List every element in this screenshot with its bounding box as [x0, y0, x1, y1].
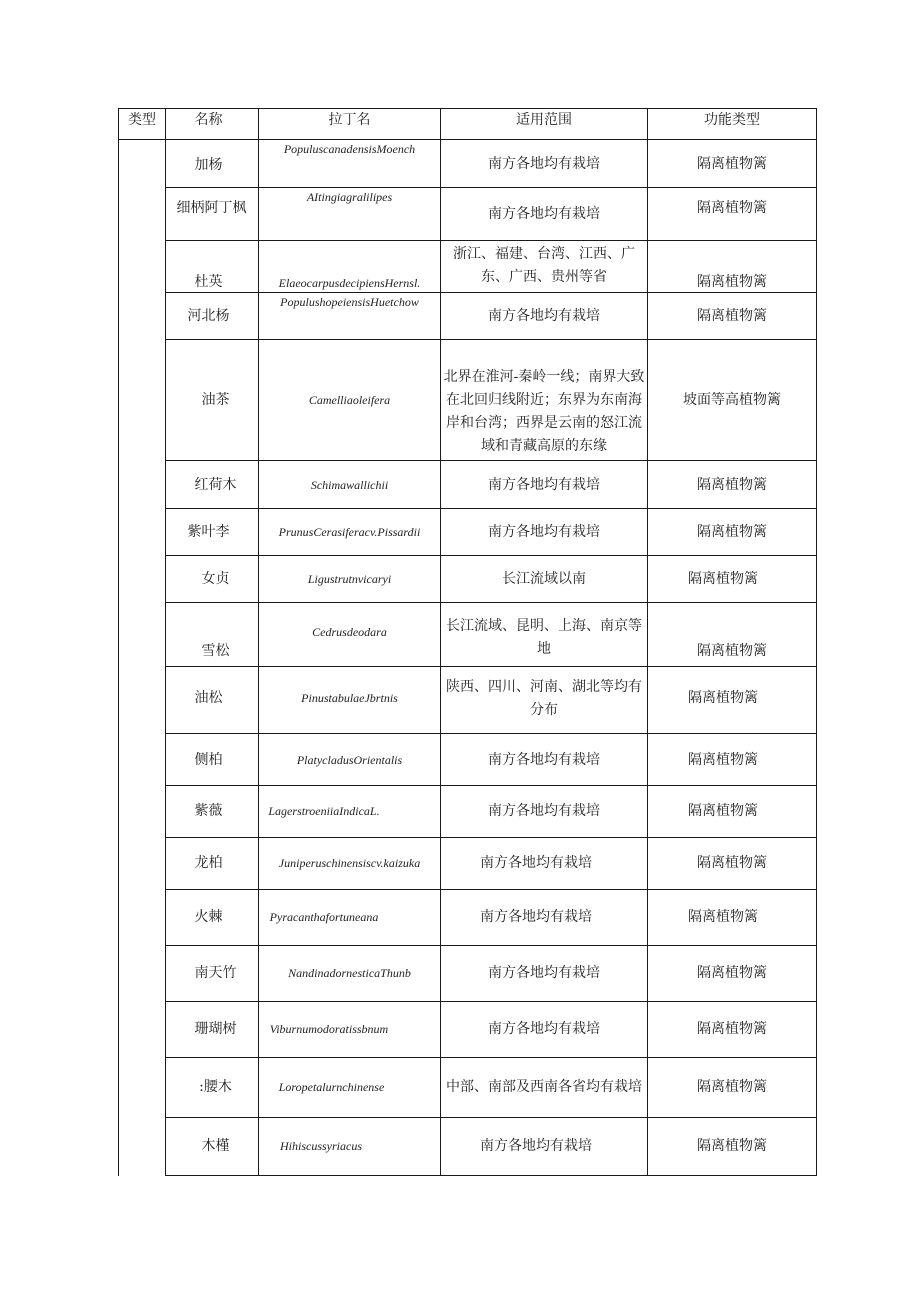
plant-name: 紫薇 [194, 802, 223, 819]
row-divider [165, 1117, 817, 1118]
table-border-left [118, 108, 119, 1176]
row-divider [165, 1057, 817, 1058]
plant-name: 河北杨 [187, 307, 230, 324]
function-type: 隔离植物篱 [697, 964, 767, 981]
latin-name: Cedrusdeodara [312, 624, 387, 639]
range-text: 陕西、四川、河南、湖北等均有分布 [446, 679, 642, 718]
function-type: 隔离植物篱 [697, 476, 767, 493]
range-text: 浙江、福建、台湾、江西、广东、广西、贵州等省 [453, 246, 635, 285]
latin-name: Viburnumodoratissbnum [269, 1021, 389, 1036]
function-type: 隔离植物篱 [697, 523, 767, 540]
range-text: 南方各地均有栽培 [488, 476, 600, 493]
latin-name: LagerstroeniiaIndicaL. [268, 803, 380, 818]
plant-name: 油茶 [201, 391, 230, 408]
plant-name: 紫叶李 [187, 523, 230, 540]
range-text: 北界在淮河-秦岭一线；南界大致在北回归线附近；东界为东南海岸和台湾；西界是云南的怒江流域和青藏高原的东缘 [443, 369, 645, 454]
function-type: 隔离植物篱 [697, 273, 767, 290]
header-divider [118, 139, 817, 140]
plant-name: 加杨 [194, 156, 223, 173]
range-text: 南方各地均有栽培 [488, 964, 600, 981]
plant-name: 油松 [194, 689, 223, 706]
function-type: 隔离植物篱 [697, 199, 767, 216]
function-type: 坡面等高植物篱 [683, 391, 781, 408]
row-divider [165, 1001, 817, 1002]
row-divider [165, 508, 817, 509]
latin-name: PrunusCerasiferacv.Pissardii [278, 524, 421, 539]
plant-name: 杜英 [194, 273, 223, 290]
latin-name: AItingiagralilipes [306, 189, 393, 204]
range-text: 南方各地均有栽培 [480, 1137, 592, 1154]
plant-name: 木槿 [201, 1137, 230, 1154]
plant-name: :腰木 [199, 1078, 232, 1095]
table-border-right [816, 108, 817, 1176]
range-text: 南方各地均有栽培 [480, 908, 592, 925]
plant-name: 南天竹 [194, 964, 237, 981]
header-type: 类型 [128, 112, 156, 128]
plant-name: 女贞 [201, 570, 230, 587]
range-text: 长江流域、昆明、上海、南京等地 [446, 618, 642, 657]
function-type: 隔离植物篱 [697, 307, 767, 324]
plant-name: 侧柏 [194, 751, 223, 768]
row-divider [165, 889, 817, 890]
row-divider [165, 837, 817, 838]
range-text: 南方各地均有栽培 [488, 307, 600, 324]
latin-name: Hihiscussyriacus [280, 1138, 362, 1153]
header-function: 功能类型 [704, 112, 760, 128]
header-range: 适用范围 [516, 112, 572, 128]
header-name: 名称 [194, 112, 223, 128]
function-type: 隔离植物篱 [697, 642, 767, 659]
latin-name: PopulushopeiensisHuetchow [280, 294, 419, 309]
header-latin-name: 拉丁名 [328, 112, 371, 128]
latin-name: PinustabulaeJbrtnis [301, 690, 398, 705]
latin-name: Ligustrutnvicaryi [307, 571, 392, 586]
function-type: 隔离植物篱 [697, 1078, 767, 1095]
latin-name: Loropetalurnchinense [278, 1079, 385, 1094]
row-divider [165, 785, 817, 786]
range-text: 南方各地均有栽培 [488, 751, 600, 768]
function-type: 隔离植物篱 [688, 908, 758, 925]
row-divider [165, 666, 817, 667]
latin-name: Pyracanthafortuneana [269, 909, 379, 924]
plant-name: 雪松 [201, 642, 230, 659]
row-divider [165, 555, 817, 556]
range-text: 南方各地均有栽培 [488, 1020, 600, 1037]
range-text: 南方各地均有栽培 [488, 155, 600, 172]
latin-name: ElaeocarpusdecipiensHernsl. [278, 275, 421, 290]
range-text: 中部、南部及西南各省均有栽培 [446, 1078, 642, 1095]
function-type: 隔离植物篱 [697, 1020, 767, 1037]
row-divider [165, 339, 817, 340]
function-type: 隔离植物篱 [697, 155, 767, 172]
plant-name: 细柄阿丁枫 [176, 199, 247, 216]
latin-name: Schimawallichii [310, 477, 389, 492]
function-type: 隔离植物篱 [688, 751, 758, 768]
function-type: 隔离植物篱 [688, 689, 758, 706]
row-divider [165, 945, 817, 946]
plant-name: 火棘 [194, 908, 223, 925]
latin-name: NandinadornesticaThunb [288, 965, 411, 980]
range-text: 南方各地均有栽培 [488, 802, 600, 819]
latin-name: PlatycladusOrientalis [296, 752, 403, 767]
range-text: 南方各地均有栽培 [488, 523, 600, 540]
function-type: 隔离植物篱 [697, 1137, 767, 1154]
function-type: 隔离植物篱 [688, 802, 758, 819]
plant-name: 龙柏 [194, 854, 223, 871]
latin-name: Camelliaoleifera [308, 392, 391, 407]
range-text: 长江流域以南 [502, 570, 586, 587]
range-text: 南方各地均有栽培 [480, 854, 592, 871]
function-type: 隔离植物篱 [697, 854, 767, 871]
table-border-bottom [165, 1175, 817, 1176]
row-divider [165, 460, 817, 461]
plant-name: 红荷木 [194, 476, 237, 493]
row-divider [165, 602, 817, 603]
row-divider [165, 733, 817, 734]
latin-name: PopuluscanadensisMoench [283, 141, 416, 156]
plant-name: 珊瑚树 [194, 1020, 237, 1037]
function-type: 隔离植物篱 [688, 570, 758, 587]
range-text: 南方各地均有栽培 [488, 205, 600, 222]
latin-name: Juniperuschinensiscv.kaizuka [278, 855, 421, 870]
